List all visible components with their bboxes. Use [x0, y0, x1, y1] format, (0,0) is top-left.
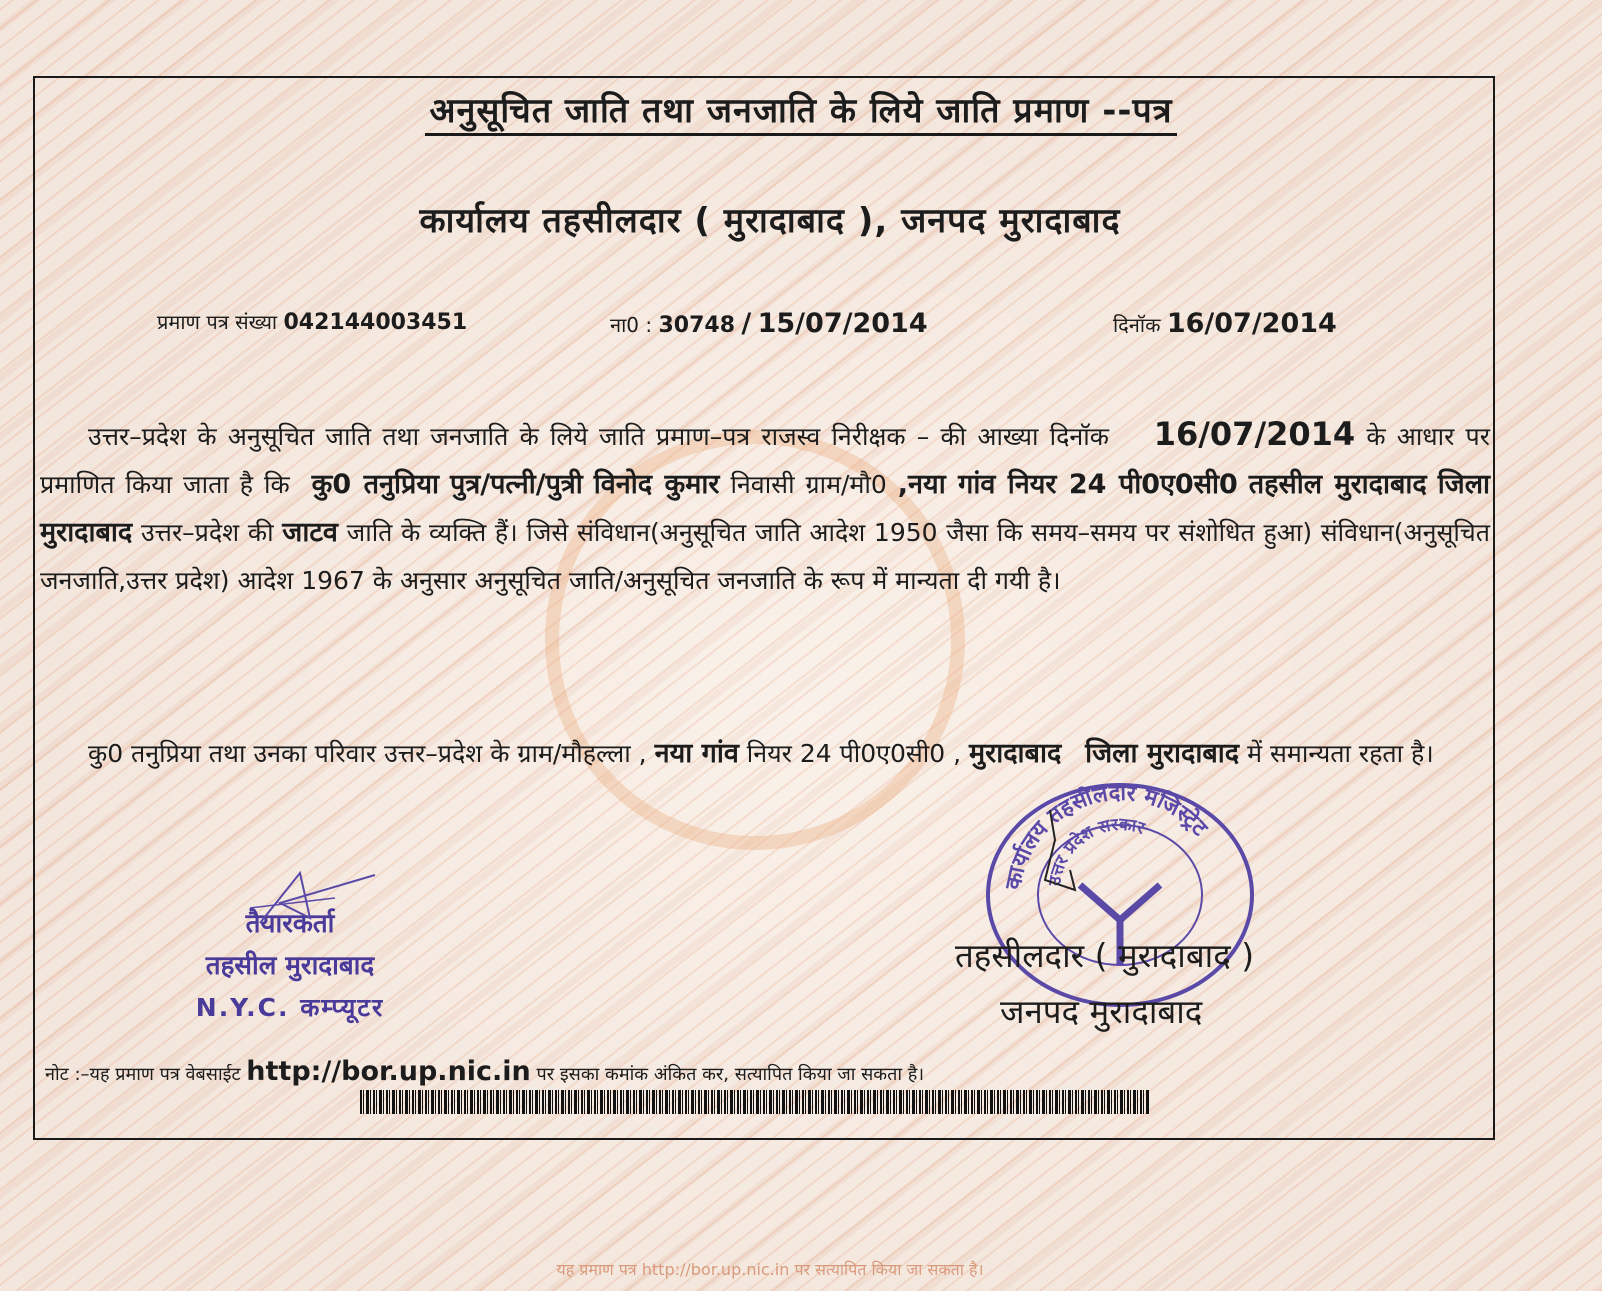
naa-date: 15/07/2014 — [757, 308, 928, 339]
issue-date-row — [1113, 308, 1337, 339]
note-suffix: पर इसका कमांक अंकित कर, सत्यापित किया जा सकता है। — [536, 1064, 925, 1085]
para2-text-2: नियर 24 पी0ए0सी0 , — [746, 739, 962, 768]
certification-paragraph — [40, 410, 1490, 605]
residence-district: जिला मुरादाबाद — [1085, 738, 1240, 769]
paper-footer-text: यह प्रमाण पत्र http://bor.up.nic.in पर सत्यापित किया जा सकता है। — [556, 1260, 984, 1279]
para1-text-1: उत्तर–प्रदेश के अनुसूचित जाति तथा जनजाति के लिये जाति प्रमाण–पत्र राजस्व निरीक्षक – की आख्या दिनॉक — [88, 422, 1109, 451]
seal-inner-text: उत्तर प्रदेश सरकार — [1045, 814, 1147, 887]
naa-number-row — [610, 308, 928, 339]
naa-label: ना0 : — [610, 313, 653, 337]
relation-label: पुत्र/पत्नी/पुत्री — [450, 469, 583, 500]
village-name: ,नया गांव नियर 24 पी0ए0सी0 — [897, 469, 1238, 500]
barcode — [360, 1090, 1150, 1114]
report-date: 16/07/2014 — [1153, 415, 1356, 453]
tehsildar-district: जनपद मुरादाबाद — [1000, 992, 1203, 1031]
para1-text-2: के आधार पर प्रमाणित किया जाता है कि — [40, 422, 1490, 499]
tehsil-name: तहसील मुरादाबाद — [1248, 469, 1427, 500]
residence-paragraph — [40, 730, 1490, 778]
naa-sep: / — [741, 308, 752, 339]
candidate-name: कु0 तनुप्रिया — [311, 469, 440, 500]
para1-text-5: जाति के व्यक्ति हैं। जिसे संविधान(अनुसूचित जाति आदेश 1950 जैसा कि समय–समय पर संशोधित हुआ) संविधान(अनुसूचित जनजाति,उत्तर प्रदेश) आदेश 1967 के अनुसार अनुसूचित जाति/अनुसूचित जनजाति के रूप में मान्यता दी गयी है। — [40, 518, 1491, 595]
preparer-line-2: तहसील मुरादाबाद — [205, 951, 375, 981]
preparer-line-1: तैयारकर्ता — [245, 909, 335, 939]
para1-text-4: उत्तर–प्रदेश की — [140, 518, 274, 547]
certificate-title-text: अनुसूचित जाति तथा जनजाति के लिये जाति प्रमाण --पत्र — [425, 91, 1176, 136]
certificate-title — [0, 86, 1602, 132]
residence-city: मुरादाबाद — [969, 738, 1062, 769]
issue-date-label: दिनॉक — [1113, 313, 1161, 337]
para1-text-3: निवासी ग्राम/मौ0 — [730, 470, 887, 499]
office-heading: कार्यालय तहसीलदार ( मुरादाबाद ), जनपद मुरादाबाद — [419, 201, 1121, 241]
cert-number-label: प्रमाण पत्र संख्या — [157, 310, 278, 334]
residence-village: नया गांव — [654, 738, 739, 769]
tehsildar-title: तहसीलदार ( मुरादाबाद ) — [955, 936, 1255, 975]
preparer-stamp — [140, 875, 440, 1029]
para2-text-3: में समान्यता रहता है। — [1247, 739, 1434, 768]
father-name: विनोद कुमार — [593, 469, 720, 500]
issue-date: 16/07/2014 — [1166, 308, 1337, 339]
cert-number: 042144003451 — [283, 310, 468, 335]
district-name: जिला मुरादाबाद — [40, 469, 1491, 548]
note-prefix: नोट :–यह प्रमाण पत्र वेबसाईट — [45, 1064, 241, 1085]
preparer-signature-icon — [240, 863, 380, 933]
seal-outer-text: कार्यालय तहसीलदार मजिस्ट्रेट — [1001, 780, 1212, 892]
naa-number: 30748 — [658, 313, 736, 338]
verification-note — [45, 1056, 924, 1087]
verification-url: http://bor.up.nic.in — [246, 1056, 531, 1087]
caste-name: जाटव — [282, 517, 338, 548]
para2-text-1: कु0 तनुप्रिया तथा उनका परिवार उत्तर–प्रदेश के ग्राम/मौहल्ला , — [88, 739, 647, 768]
svg-text:कार्यालय तहसीलदार मजिस्ट्रेट — [1001, 781, 1212, 893]
tehsildar-signature-block — [955, 928, 1254, 1040]
certificate-number-row — [157, 308, 467, 335]
preparer-line-3: N.Y.C. कम्प्यूटर — [195, 993, 385, 1022]
